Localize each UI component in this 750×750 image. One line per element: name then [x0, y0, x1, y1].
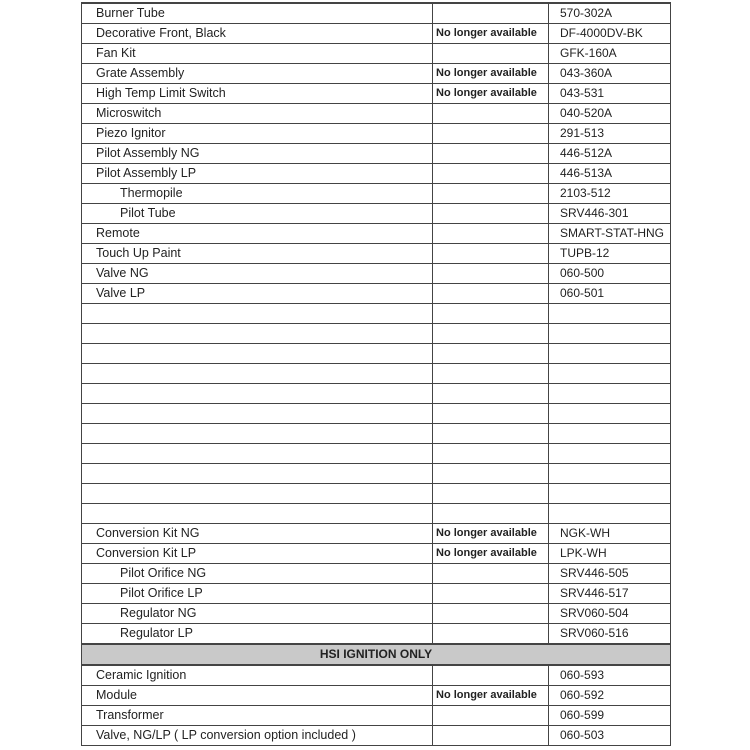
part-name-cell: High Temp Limit Switch [82, 84, 433, 104]
part-number-cell: SMART-STAT-HNG [549, 224, 671, 244]
part-number-cell: SRV446-301 [549, 204, 671, 224]
section-heading: HSI IGNITION ONLY [82, 644, 671, 665]
part-name-cell: Conversion Kit LP [82, 544, 433, 564]
part-name-cell: Regulator NG [82, 604, 433, 624]
parts-table [81, 2, 671, 746]
availability-cell [433, 504, 549, 524]
table-row [82, 364, 671, 384]
table-row [82, 404, 671, 424]
availability-cell [433, 264, 549, 284]
part-number-cell: DF-4000DV-BK [549, 24, 671, 44]
section-row [82, 644, 671, 665]
parts-table-body [82, 3, 671, 644]
table-row [82, 3, 671, 24]
table-row [82, 544, 671, 564]
availability-cell [433, 624, 549, 645]
part-number-cell: 570-302A [549, 3, 671, 24]
availability-cell [433, 464, 549, 484]
part-name-cell [82, 484, 433, 504]
parts-list-sheet [81, 2, 669, 746]
part-number-cell: SRV446-517 [549, 584, 671, 604]
part-name-cell [82, 364, 433, 384]
part-number-cell: 060-500 [549, 264, 671, 284]
part-number-cell [549, 424, 671, 444]
table-row [82, 324, 671, 344]
part-number-cell: 060-503 [549, 726, 671, 746]
availability-cell [433, 244, 549, 264]
part-name-cell: Remote [82, 224, 433, 244]
table-row [82, 204, 671, 224]
table-row [82, 84, 671, 104]
part-name-cell: Valve, NG/LP ( LP conversion option included ) [82, 726, 433, 746]
availability-cell [433, 484, 549, 504]
table-row [82, 564, 671, 584]
part-number-cell: 043-360A [549, 64, 671, 84]
part-number-cell: 060-501 [549, 284, 671, 304]
table-row [82, 524, 671, 544]
availability-cell [433, 665, 549, 686]
part-number-cell: 060-592 [549, 686, 671, 706]
part-name-cell: Regulator LP [82, 624, 433, 645]
table-row [82, 444, 671, 464]
part-number-cell [549, 404, 671, 424]
part-name-cell [82, 444, 433, 464]
availability-cell: No longer available [433, 64, 549, 84]
part-number-cell: 060-593 [549, 665, 671, 686]
availability-cell: No longer available [433, 524, 549, 544]
part-name-cell: Touch Up Paint [82, 244, 433, 264]
part-name-cell: Microswitch [82, 104, 433, 124]
availability-cell [433, 44, 549, 64]
availability-cell: No longer available [433, 24, 549, 44]
part-name-cell [82, 424, 433, 444]
table-row [82, 726, 671, 746]
availability-cell [433, 224, 549, 244]
table-row [82, 224, 671, 244]
part-name-cell: Decorative Front, Black [82, 24, 433, 44]
part-number-cell [549, 444, 671, 464]
part-number-cell: TUPB-12 [549, 244, 671, 264]
table-row [82, 184, 671, 204]
part-number-cell [549, 384, 671, 404]
part-number-cell: GFK-160A [549, 44, 671, 64]
availability-cell [433, 184, 549, 204]
availability-cell [433, 726, 549, 746]
table-row [82, 484, 671, 504]
part-name-cell [82, 464, 433, 484]
table-row [82, 64, 671, 84]
part-number-cell: 043-531 [549, 84, 671, 104]
table-row [82, 304, 671, 324]
table-row [82, 144, 671, 164]
availability-cell [433, 144, 549, 164]
part-name-cell: Ceramic Ignition [82, 665, 433, 686]
part-name-cell [82, 504, 433, 524]
availability-cell [433, 304, 549, 324]
part-name-cell: Pilot Tube [82, 204, 433, 224]
availability-cell: No longer available [433, 84, 549, 104]
part-name-cell: Burner Tube [82, 3, 433, 24]
table-row [82, 104, 671, 124]
table-row [82, 384, 671, 404]
table-row [82, 584, 671, 604]
table-row [82, 604, 671, 624]
availability-cell [433, 324, 549, 344]
part-name-cell: Thermopile [82, 184, 433, 204]
part-number-cell: SRV060-516 [549, 624, 671, 645]
table-row [82, 624, 671, 645]
part-number-cell: 446-512A [549, 144, 671, 164]
table-row [82, 464, 671, 484]
availability-cell [433, 564, 549, 584]
part-number-cell [549, 504, 671, 524]
part-number-cell: NGK-WH [549, 524, 671, 544]
availability-cell [433, 284, 549, 304]
availability-cell [433, 444, 549, 464]
part-name-cell [82, 344, 433, 364]
part-number-cell [549, 484, 671, 504]
section-body [82, 644, 671, 665]
part-number-cell: 2103-512 [549, 184, 671, 204]
table-row [82, 424, 671, 444]
part-name-cell: Pilot Orifice NG [82, 564, 433, 584]
part-name-cell: Grate Assembly [82, 64, 433, 84]
availability-cell [433, 124, 549, 144]
part-number-cell [549, 464, 671, 484]
availability-cell: No longer available [433, 686, 549, 706]
table-row [82, 244, 671, 264]
availability-cell [433, 404, 549, 424]
part-number-cell: 060-599 [549, 706, 671, 726]
table-row [82, 706, 671, 726]
part-name-cell: Fan Kit [82, 44, 433, 64]
part-name-cell: Valve LP [82, 284, 433, 304]
part-name-cell [82, 404, 433, 424]
part-number-cell: SRV446-505 [549, 564, 671, 584]
table-row [82, 504, 671, 524]
part-name-cell: Pilot Orifice LP [82, 584, 433, 604]
part-number-cell: 291-513 [549, 124, 671, 144]
part-name-cell: Piezo Ignitor [82, 124, 433, 144]
part-name-cell [82, 324, 433, 344]
table-row [82, 284, 671, 304]
availability-cell [433, 3, 549, 24]
part-number-cell: LPK-WH [549, 544, 671, 564]
availability-cell [433, 424, 549, 444]
part-number-cell [549, 344, 671, 364]
table-row [82, 44, 671, 64]
part-name-cell [82, 304, 433, 324]
availability-cell [433, 384, 549, 404]
availability-cell: No longer available [433, 544, 549, 564]
part-name-cell [82, 384, 433, 404]
table-row [82, 686, 671, 706]
part-number-cell [549, 304, 671, 324]
availability-cell [433, 164, 549, 184]
part-name-cell: Transformer [82, 706, 433, 726]
table-row [82, 665, 671, 686]
part-number-cell: SRV060-504 [549, 604, 671, 624]
table-row [82, 164, 671, 184]
part-name-cell: Module [82, 686, 433, 706]
part-name-cell: Pilot Assembly NG [82, 144, 433, 164]
part-name-cell: Conversion Kit NG [82, 524, 433, 544]
availability-cell [433, 364, 549, 384]
part-number-cell: 446-513A [549, 164, 671, 184]
table-row [82, 24, 671, 44]
table-row [82, 264, 671, 284]
part-name-cell: Pilot Assembly LP [82, 164, 433, 184]
availability-cell [433, 584, 549, 604]
part-number-cell: 040-520A [549, 104, 671, 124]
part-name-cell: Valve NG [82, 264, 433, 284]
availability-cell [433, 706, 549, 726]
hsi-parts-body [82, 665, 671, 746]
availability-cell [433, 204, 549, 224]
part-number-cell [549, 364, 671, 384]
table-row [82, 344, 671, 364]
part-number-cell [549, 324, 671, 344]
availability-cell [433, 604, 549, 624]
availability-cell [433, 104, 549, 124]
availability-cell [433, 344, 549, 364]
table-row [82, 124, 671, 144]
